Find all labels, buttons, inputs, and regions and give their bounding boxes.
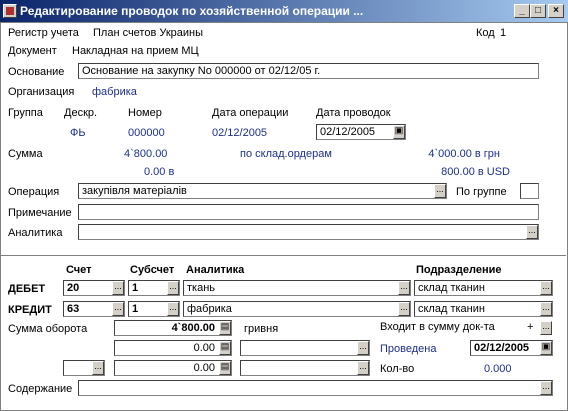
turnover-value3-input[interactable]: 0.00 (114, 360, 232, 376)
content-label: Содержание (8, 383, 73, 395)
included-ellipsis-icon[interactable]: ... (540, 321, 552, 335)
sum-label: Сумма (8, 148, 43, 160)
currency3-input[interactable] (240, 360, 370, 376)
qty-value: 0.000 (484, 363, 512, 375)
op-date-label: Дата операции (212, 107, 289, 119)
qty-label: Кол-во (380, 363, 415, 375)
by-orders-label: по склад.ордерам (240, 148, 332, 160)
posted-calendar-icon[interactable]: ▣ (540, 341, 552, 355)
turnover-spinner-icon[interactable]: ▤ (219, 321, 231, 335)
by-group-input[interactable] (520, 183, 539, 199)
turnover-value-input[interactable]: 4`800.00 (114, 320, 232, 336)
credit-division-input[interactable]: склад тканин (414, 301, 553, 317)
close-button[interactable]: × (548, 4, 564, 18)
analytics-input[interactable] (78, 224, 539, 240)
turnover-currency: гривня (244, 323, 279, 335)
currency3-ellipsis-icon[interactable]: ... (357, 361, 369, 375)
descr-value: ФЬ (70, 127, 86, 139)
section-divider (0, 255, 566, 256)
debit-label: ДЕБЕТ (8, 283, 46, 295)
uah-value: 4`000.00 в грн (428, 148, 500, 160)
document-label: Документ (8, 45, 57, 57)
debit-division-input[interactable]: склад тканин (414, 280, 553, 296)
window-title: Редактирование проводок по хозяйственной операции ... (20, 4, 364, 18)
number-label: Номер (128, 107, 162, 119)
minimize-button[interactable]: _ (514, 4, 530, 18)
credit-analytics-ellipsis-icon[interactable]: ... (398, 302, 410, 316)
note-input[interactable] (78, 204, 539, 220)
posted-label: Проведена (380, 343, 437, 355)
debit-analytics-input[interactable]: ткань (183, 280, 411, 296)
basis-label: Основание (8, 66, 65, 78)
registry-label: Регистр учета (8, 27, 79, 39)
post-date-label: Дата проводок (316, 107, 391, 119)
included-label: Входит в сумму док-та (380, 321, 495, 333)
turnover-label: Сумма оборота (8, 323, 88, 335)
col-division: Подразделение (416, 264, 502, 276)
credit-account-ellipsis-icon[interactable]: ... (112, 302, 124, 316)
operation-ellipsis-icon[interactable]: ... (434, 184, 446, 198)
posted-date-input[interactable]: 02/12/2005 (470, 340, 553, 356)
code-label: Код (476, 27, 495, 39)
col-analytics: Аналитика (186, 264, 245, 276)
debit-account-input[interactable]: 20 (63, 280, 125, 296)
descr-label: Дескр. (64, 107, 98, 119)
credit-analytics-input[interactable]: фабрика (183, 301, 411, 317)
extra-ellipsis-icon[interactable]: ... (92, 361, 104, 375)
credit-sub-ellipsis-icon[interactable]: ... (167, 302, 179, 316)
sum-value-2: 0.00 в (144, 166, 175, 178)
turnover-value3-spinner-icon[interactable]: ▤ (219, 361, 231, 375)
basis-input[interactable]: Основание на закупку No 000000 от 02/12/05 г. (78, 63, 539, 79)
debit-division-ellipsis-icon[interactable]: ... (540, 281, 552, 295)
currency2-input[interactable] (240, 340, 370, 356)
operation-input[interactable]: закупівля матеріалів (78, 183, 447, 199)
debit-analytics-ellipsis-icon[interactable]: ... (398, 281, 410, 295)
credit-label: КРЕДИТ (8, 304, 52, 316)
debit-sub-input[interactable]: 1 (128, 280, 180, 296)
org-label: Организация (8, 86, 75, 98)
analytics-ellipsis-icon[interactable]: ... (526, 225, 538, 239)
turnover-value2-input[interactable]: 0.00 (114, 340, 232, 356)
group-label: Группа (8, 107, 43, 119)
analytics-label: Аналитика (8, 227, 63, 239)
org-value: фабрика (92, 86, 137, 98)
debit-sub-ellipsis-icon[interactable]: ... (167, 281, 179, 295)
calendar-icon[interactable]: ▣ (393, 125, 405, 139)
col-account: Счет (66, 264, 92, 276)
sum-value: 4`800.00 (124, 148, 168, 160)
debit-account-ellipsis-icon[interactable]: ... (112, 281, 124, 295)
app-icon (3, 4, 17, 18)
maximize-button[interactable]: □ (530, 4, 546, 18)
code-value: 1 (500, 27, 507, 39)
document-value: Накладная на прием МЦ (72, 45, 199, 57)
usd-value: 800.00 в USD (441, 166, 510, 178)
op-date-value: 02/12/2005 (212, 127, 268, 139)
turnover-value2-spinner-icon[interactable]: ▤ (219, 341, 231, 355)
content-input[interactable] (78, 380, 553, 396)
credit-sub-input[interactable]: 1 (128, 301, 180, 317)
note-label: Примечание (8, 207, 72, 219)
content-ellipsis-icon[interactable]: ... (540, 381, 552, 395)
number-value: 000000 (128, 127, 165, 139)
by-group-label: По группе (456, 186, 507, 198)
post-date-input[interactable]: 02/12/2005 (316, 124, 406, 140)
operation-label: Операция (8, 186, 60, 198)
credit-account-input[interactable]: 63 (63, 301, 125, 317)
credit-division-ellipsis-icon[interactable]: ... (540, 302, 552, 316)
currency2-ellipsis-icon[interactable]: ... (357, 341, 369, 355)
col-subaccount: Субсчет (130, 264, 175, 276)
registry-value: План счетов Украины (93, 27, 204, 39)
included-sign: + (527, 321, 534, 333)
